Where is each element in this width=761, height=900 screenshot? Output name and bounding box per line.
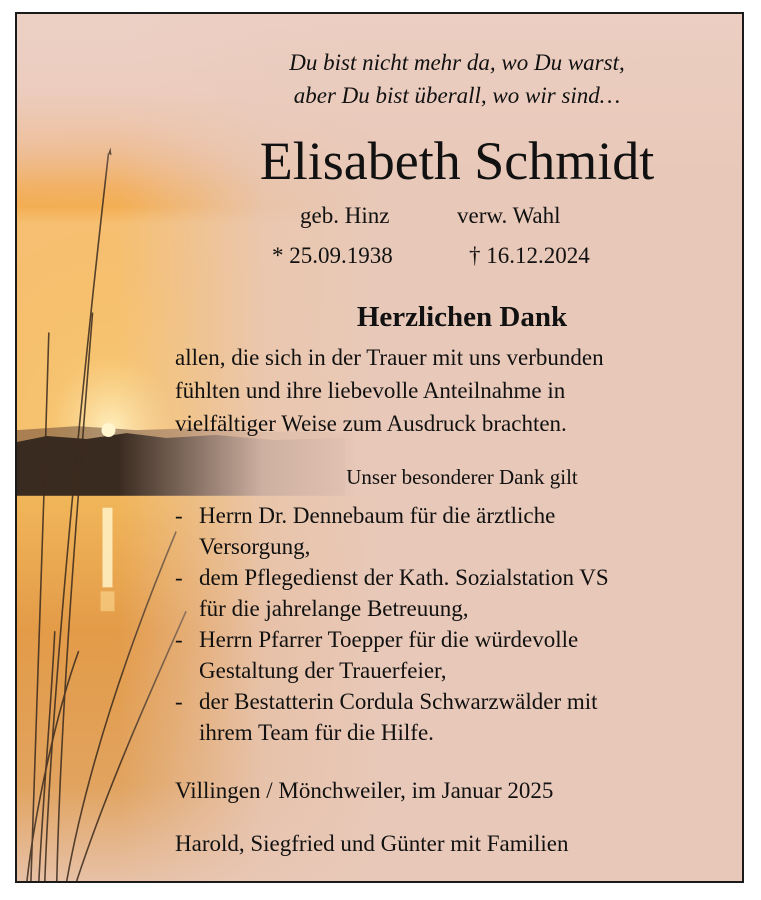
widowed-name: verw. Wahl [457,203,561,228]
birth-name: geb. Hinz [300,203,390,228]
birth-date: * 25.09.1938 [272,243,393,268]
special-thanks-intro: Unser besonderer Dank gilt [346,465,578,489]
list-item-line: dem Pflegedienst der Kath. Sozialstation VS [199,565,609,590]
list-bullet: - [175,503,183,528]
name-details [17,199,742,233]
list-item-line: Herrn Pfarrer Toepper für die würdevolle [199,627,579,652]
list-item [175,562,744,624]
death-date: † 16.12.2024 [469,243,590,268]
deceased-name: Elisabeth Schmidt [259,131,655,191]
list-item-line: für die jahrelange Betreuung, [199,596,469,621]
poem [167,46,744,112]
poem-line: Du bist nicht mehr da, wo Du warst, [289,50,625,75]
list-bullet: - [175,689,183,714]
list-item [175,686,744,748]
list-bullet: - [175,627,183,652]
list-item-line: Herrn Dr. Dennebaum für die ärztliche [199,503,556,528]
list-item-line: der Bestatterin Cordula Schwarzwälder mit [199,689,598,714]
thanks-message [175,341,744,440]
family-signature: Harold, Siegfried und Günter mit Familien [175,831,569,856]
thanks-heading: Herzlichen Dank [356,301,568,333]
list-item-line: Versorgung, [199,534,311,559]
list-item [175,624,744,686]
list-item-line: ihrem Team für die Hilfe. [199,720,434,745]
list-item-line: Gestaltung der Trauerfeier, [199,658,447,683]
thanks-list [175,500,744,748]
message-line: fühlten und ihre liebevolle Anteilnahme in [175,378,566,403]
place-date: Villingen / Mönchweiler, im Januar 2025 [175,778,554,803]
message-line: allen, die sich in der Trauer mit uns verbunden [175,345,604,370]
message-line: vielfältiger Weise zum Ausdruck brachten. [175,411,567,436]
life-dates [17,239,742,273]
list-bullet: - [175,565,183,590]
obituary-content [17,14,742,881]
list-item [175,500,744,562]
obituary-frame [15,12,744,883]
poem-line: aber Du bist überall, wo wir sind… [293,83,621,108]
